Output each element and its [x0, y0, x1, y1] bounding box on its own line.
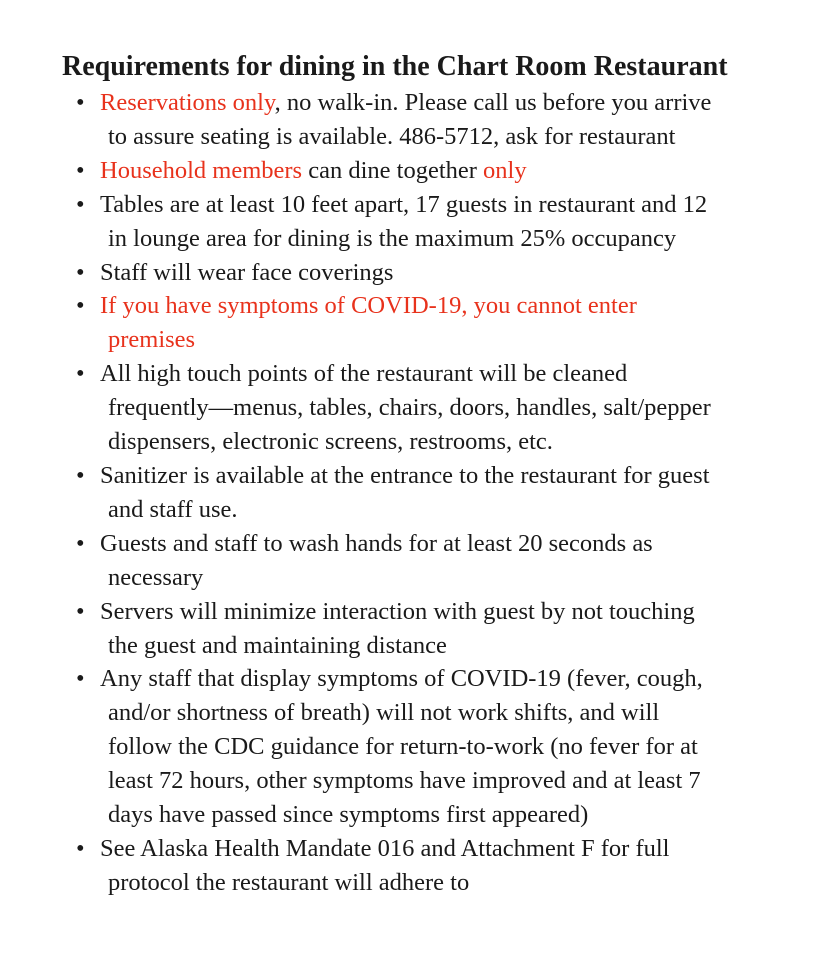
requirement-item [76, 832, 796, 900]
bullet-marker: • [76, 156, 85, 184]
bullet-marker: • [76, 597, 85, 625]
bullet-marker: • [76, 529, 85, 557]
requirement-text: See Alaska Health Mandate 016 and Attachment F for full [100, 834, 670, 862]
highlighted-text: only [483, 156, 527, 184]
requirement-text: follow the CDC guidance for return-to-work (no fever for at [108, 733, 698, 761]
requirement-text: Sanitizer is available at the entrance to the restaurant for guest [100, 461, 710, 489]
requirement-line [100, 561, 796, 595]
requirement-text: necessary [108, 563, 204, 591]
requirement-line [100, 696, 796, 730]
requirement-item [76, 154, 796, 188]
requirement-text: protocol the restaurant will adhere to [108, 868, 470, 896]
requirement-item [76, 188, 796, 256]
requirement-text: and/or shortness of breath) will not work shifts, and will [108, 699, 660, 727]
requirement-item [76, 357, 796, 459]
requirement-line [100, 798, 796, 832]
highlighted-text: If you have symptoms of COVID-19, you cannot enter [100, 292, 637, 320]
requirement-text: to assure seating is available. 486-5712, ask for restaurant [108, 122, 676, 150]
bullet-marker: • [76, 190, 85, 218]
highlighted-text: Reservations only [100, 89, 275, 116]
requirement-text: and staff use. [108, 495, 238, 523]
requirement-line [100, 425, 796, 459]
requirement-item [76, 289, 796, 357]
requirements-list [76, 86, 796, 900]
highlighted-text: Household members [100, 156, 303, 184]
requirement-line [100, 120, 796, 154]
bullet-marker: • [76, 665, 85, 693]
requirement-line [100, 730, 796, 764]
requirement-line [100, 866, 796, 900]
requirement-line [100, 459, 796, 493]
requirement-line [100, 154, 796, 188]
requirement-text: Tables are at least 10 feet apart, 17 guests in restaurant and 12 [100, 190, 708, 218]
requirement-line [100, 256, 796, 290]
requirement-line [100, 629, 796, 663]
requirement-line [100, 595, 796, 629]
requirement-line [100, 222, 796, 256]
requirement-line [100, 391, 796, 425]
requirement-text: days have passed since symptoms first appeared) [108, 801, 589, 829]
requirement-text: Servers will minimize interaction with guest by not touching [100, 597, 695, 625]
bullet-marker: • [76, 360, 85, 388]
requirement-line [100, 527, 796, 561]
requirement-line [100, 357, 796, 391]
highlighted-text: premises [108, 326, 196, 354]
bullet-marker: • [76, 258, 85, 286]
requirement-item [76, 459, 796, 527]
requirement-line [100, 662, 796, 696]
requirement-text: frequently—menus, tables, chairs, doors, handles, salt/pepper [108, 394, 711, 422]
bullet-marker: • [76, 461, 85, 489]
requirement-line [100, 323, 796, 357]
requirement-item [76, 86, 796, 154]
document-title: Requirements for dining in the Chart Room Restaurant [62, 51, 728, 82]
requirement-line [100, 493, 796, 527]
requirement-item [76, 256, 796, 290]
requirement-text: Staff will wear face coverings [100, 258, 394, 286]
requirement-text: , no walk-in. Please call us before you arrive [274, 89, 712, 116]
bullet-marker: • [76, 292, 85, 320]
requirement-text: dispensers, electronic screens, restrooms, etc. [108, 428, 553, 456]
requirement-text: Any staff that display symptoms of COVID-19 (fever, cough, [100, 665, 703, 693]
requirement-item [76, 595, 796, 663]
requirement-line [100, 764, 796, 798]
requirement-text: All high touch points of the restaurant will be cleaned [100, 360, 628, 388]
requirement-item [76, 662, 796, 832]
requirement-text: Guests and staff to wash hands for at least 20 seconds as [100, 529, 653, 557]
requirement-text: can dine together [302, 156, 484, 184]
requirement-line [100, 86, 796, 120]
requirement-text: the guest and maintaining distance [108, 631, 447, 659]
requirement-text: least 72 hours, other symptoms have improved and at least 7 [108, 767, 701, 795]
requirement-line [100, 289, 796, 323]
requirement-line [100, 832, 796, 866]
bullet-marker: • [76, 89, 85, 116]
bullet-marker: • [76, 834, 85, 862]
requirement-item [76, 527, 796, 595]
requirement-line [100, 188, 796, 222]
requirement-text: in lounge area for dining is the maximum 25% occupancy [108, 224, 677, 252]
